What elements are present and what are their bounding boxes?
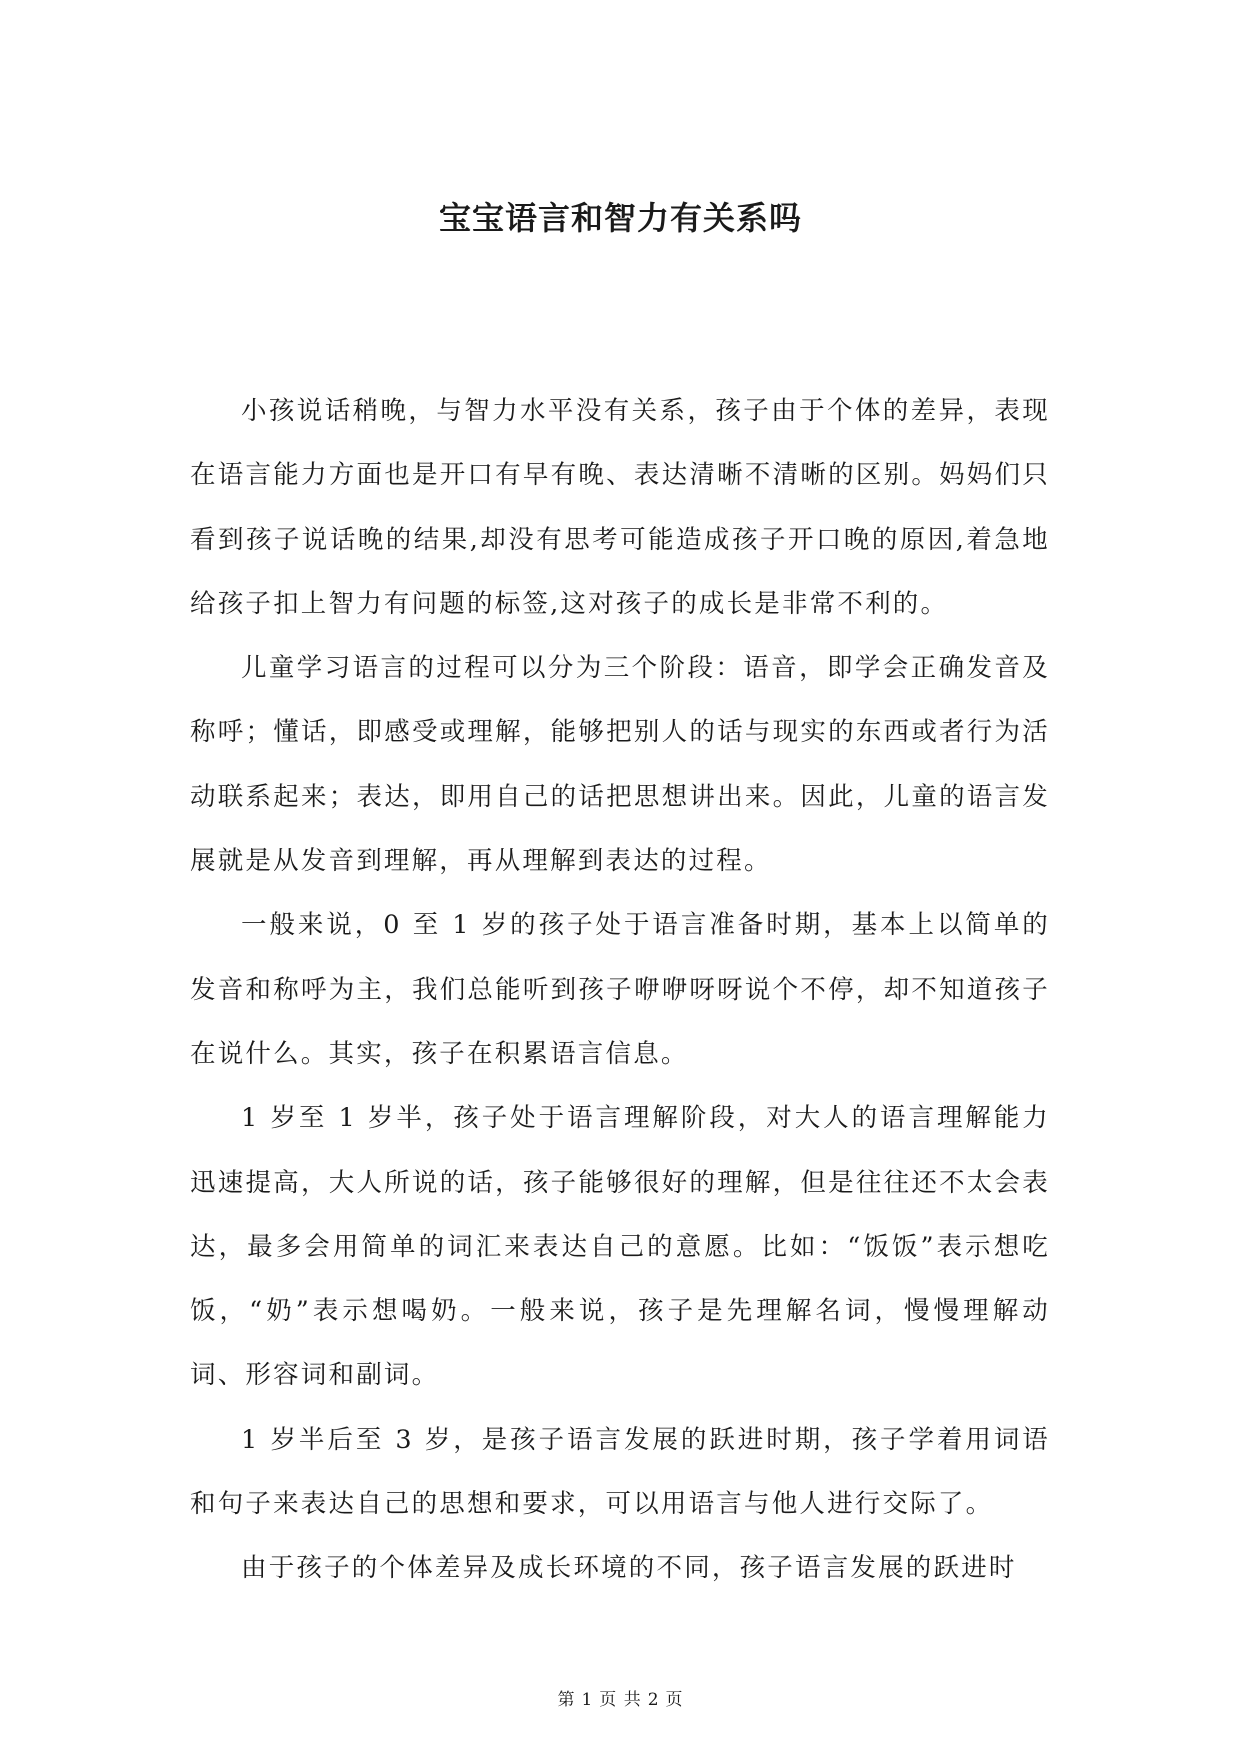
paragraph-5: 1 岁半后至 3 岁，是孩子语言发展的跃进时期，孩子学着用词语和句子来表达自己的思想和要求，可以用语言与他人进行交际了。 [190,1424,1050,1520]
document-body [190,379,1050,1601]
paragraph-2: 儿童学习语言的过程可以分为三个阶段：语音，即学会正确发音及称呼；懂话，即感受或理解，能够把别人的话与现实的东西或者行为活动联系起来；表达，即用自己的话把思想讲出来。因此，儿童的语言发展就是从发音到理解，再从理解到表达的过程。 [190,653,1050,877]
footer-middle: 页 共 [599,1690,642,1710]
paragraph-4: 1 岁至 1 岁半，孩子处于语言理解阶段，对大人的语言理解能力迅速提高，大人所说的话，孩子能够很好的理解，但是往往还不太会表达，最多会用简单的词汇来表达自己的意愿。比如：“饭饭”表示想吃饭，“奶”表示想喝奶。一般来说，孩子是先理解名词，慢慢理解动词、形容词和副词。 [190,1103,1050,1391]
paragraph-1: 小孩说话稍晚，与智力水平没有关系，孩子由于个体的差异，表现在语言能力方面也是开口有早有晚、表达清晰不清晰的区别。妈妈们只看到孩子说话晚的结果,却没有思考可能造成孩子开口晚的原因,着急地给孩子扣上智力有问题的标签,这对孩子的成长是非常不利的。 [190,396,1050,619]
page-footer [0,1688,1241,1712]
footer-current-page: 1 [581,1690,594,1710]
footer-suffix: 页 [665,1690,684,1710]
footer-prefix: 第 [557,1690,576,1710]
document-title: 宝宝语言和智力有关系吗 [438,199,802,237]
footer-total-pages: 2 [647,1690,660,1710]
paragraph-6: 由于孩子的个体差异及成长环境的不同，孩子语言发展的跃进时 [241,1553,1017,1584]
paragraph-3: 一般来说，0 至 1 岁的孩子处于语言准备时期，基本上以简单的发音和称呼为主，我们总能听到孩子咿咿呀呀说个不停，却不知道孩子在说什么。其实，孩子在积累语言信息。 [190,910,1050,1069]
